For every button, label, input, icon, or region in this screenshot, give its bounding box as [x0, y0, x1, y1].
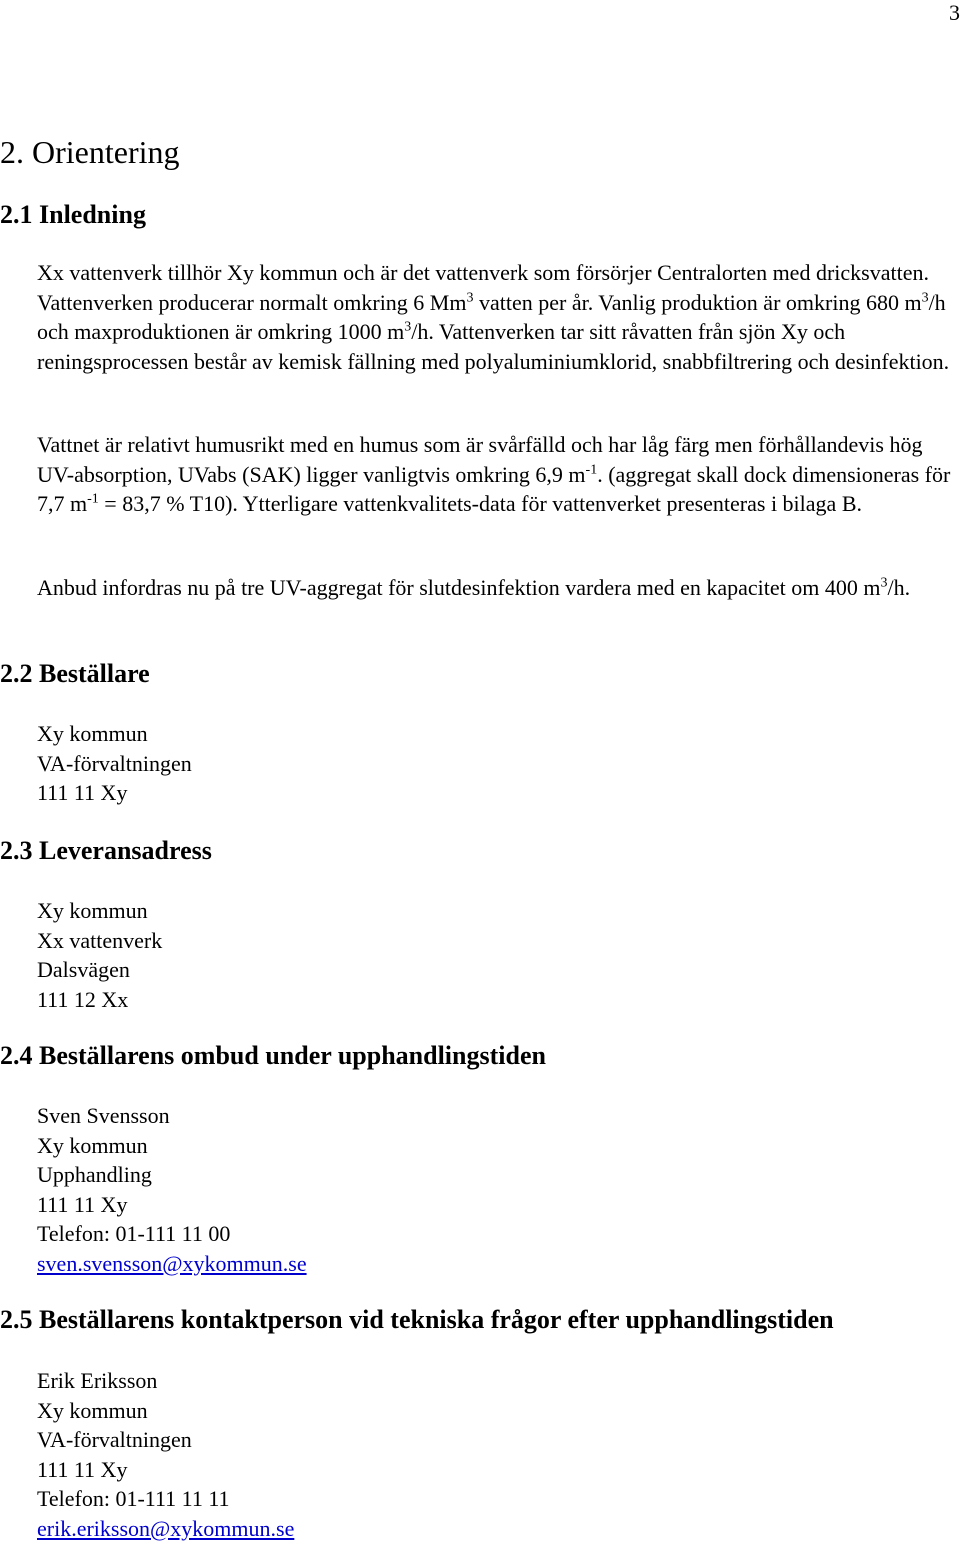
email-link[interactable]: erik.eriksson@xykommun.se — [37, 1515, 295, 1541]
address-line: Xy kommun — [37, 721, 148, 746]
address-block-leverans — [37, 896, 162, 1014]
contact-name: Erik Eriksson — [37, 1368, 158, 1393]
contact-line: Upphandling — [37, 1162, 152, 1187]
contact-line: VA-förvaltningen — [37, 1427, 192, 1452]
contact-name: Sven Svensson — [37, 1103, 170, 1128]
contact-line: 111 11 Xy — [37, 1456, 128, 1482]
address-line: 111 12 Xx — [37, 986, 129, 1012]
text: vatten per år. Vanlig produktion är omkring 680 m — [473, 289, 922, 315]
superscript: 3 — [921, 290, 929, 306]
address-block-bestallare — [37, 719, 192, 808]
superscript: -1 — [87, 491, 99, 507]
paragraph-intro — [37, 258, 957, 376]
text: /h. Vattenverken tar sitt råvatten från sjön Xy och reningsprocessen består av kemisk fällning med polyaluminiumklorid, snabbfiltrering och desinfektion. — [37, 319, 950, 374]
contact-line: 111 11 Xy — [37, 1191, 128, 1217]
email-link[interactable]: sven.svensson@xykommun.se — [37, 1250, 307, 1276]
text: = 83,7 % T10). Ytterligare vattenkvalitets-data för vattenverket presenteras i bilaga B. — [98, 491, 862, 516]
paragraph-water-quality — [37, 430, 957, 519]
text: Xx vattenverk tillhör Xy kommun och är det vattenverk som försörjer Centralorten med dricksvatten. Vattenverken producerar normalt omkring 6 Mm — [37, 260, 929, 315]
section-heading-ombud: 2.4 Beställarens ombud under upphandlingstiden — [0, 1041, 546, 1070]
contact-line: Xy kommun — [37, 1132, 148, 1158]
address-line: Dalsvägen — [37, 957, 130, 982]
address-line: Xy kommun — [37, 898, 148, 923]
superscript: 3 — [404, 319, 412, 335]
superscript: -1 — [585, 462, 598, 478]
section-heading-bestallare: 2.2 Beställare — [0, 659, 150, 688]
contact-block-ombud — [37, 1101, 307, 1278]
text: /h och maxproduktionen är omkring 1000 m — [37, 289, 946, 344]
contact-block-kontaktperson — [37, 1366, 294, 1543]
text: Vattnet är relativt humusrikt med en humus som är svårfälld och har låg färg men förhållandevis hög UV-absorption, UVabs (SAK) ligger vanligtvis omkring 6,9 m — [37, 432, 923, 487]
superscript: 3 — [880, 575, 888, 591]
page-title: 2. Orientering — [0, 134, 180, 170]
section-heading-kontaktperson: 2.5 Beställarens kontaktperson vid tekniska frågor efter upphandlingstiden — [0, 1305, 834, 1334]
text: . (aggregat skall dock dimensioneras för 7,7 m — [37, 461, 951, 516]
paragraph-tender — [37, 573, 957, 603]
address-line: Xx vattenverk — [37, 927, 163, 953]
contact-phone: Telefon: 01-111 11 11 — [37, 1486, 230, 1511]
address-line: 111 11 Xy — [37, 780, 128, 805]
contact-phone: Telefon: 01-111 11 00 — [37, 1221, 231, 1246]
section-heading-leveransadress: 2.3 Leveransadress — [0, 836, 212, 865]
text: /h. — [887, 575, 911, 600]
section-heading-inledning: 2.1 Inledning — [0, 200, 146, 229]
address-line: VA-förvaltningen — [37, 750, 192, 776]
contact-line: Xy kommun — [37, 1397, 148, 1423]
superscript: 3 — [466, 290, 474, 306]
page-number: 3 — [949, 0, 960, 25]
text: Anbud infordras nu på tre UV-aggregat för slutdesinfektion vardera med en kapacitet om 400 m — [37, 575, 881, 600]
